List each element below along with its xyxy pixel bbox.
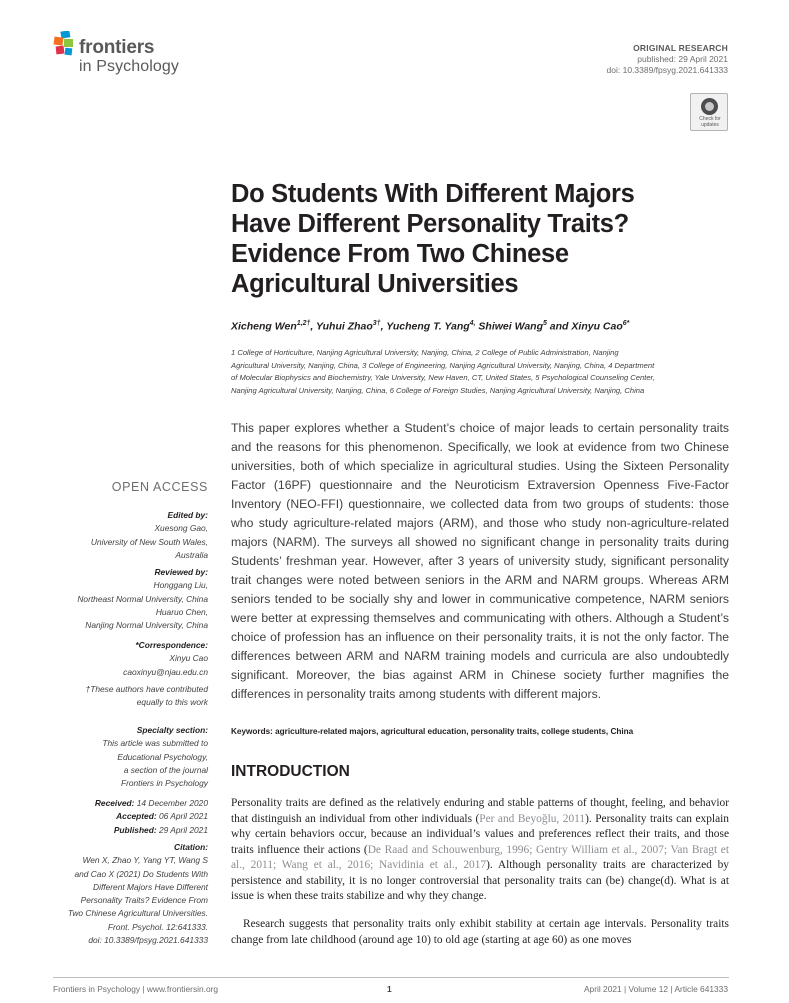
citation-line: Different Majors Have Different [93,881,208,892]
editor-affiliation: University of New South Wales, [90,536,208,547]
check-updates-icon [701,98,718,115]
affiliation-marker: 4, [469,320,476,327]
specialty-section [102,724,208,790]
citation-line: and Cao X (2021) Do Students With [74,868,208,879]
title-line: Evidence From Two Chinese [231,240,569,268]
citation-info [68,841,208,947]
citation-line: Wen X, Zhao Y, Yang YT, Wang S [82,855,208,866]
section-heading-introduction: INTRODUCTION [231,763,350,780]
journal-subname: in Psychology [79,58,180,75]
correspondence-email[interactable]: caoxinyu@njau.edu.cn [123,666,208,677]
correspondence-info [123,639,208,679]
affiliation-marker: 3† [372,320,381,327]
specialty-line: Frontiers in Psychology [120,778,208,789]
accepted-label: Accepted: [116,811,157,822]
specialty-line: This article was submitted to [102,738,208,749]
affiliation-marker: 6* [622,320,630,327]
journal-name: frontiers [79,37,155,58]
received-label: Received: [94,798,135,808]
citation-link[interactable]: Per and Beyoğlu, 2011 [479,812,586,825]
dates-info [95,797,208,837]
affiliation-marker: 5 [542,320,547,327]
text-run: ). Although personality traits are characterized by persistence and stability, it is no longer controversial that personality traits can (be) change(d). What is at issue is when these traits stabilize and why they change. [231,859,729,902]
editor-info [91,509,208,562]
affiliation-marker: 1,2† [296,320,311,327]
article-meta [607,43,728,76]
footer-divider [53,977,729,978]
text-run: Personality traits are defined as the relatively enduring and stable patterns of thought, feeling, and behavior that distinguish an individual from other individuals ( [231,797,729,825]
title-line: Agricultural Universities [231,270,519,298]
specialty-line: Educational Psychology, [117,751,208,762]
citation-line: Front. Psychol. 12:641333. [107,921,208,932]
affiliation-line: Nanjing Agricultural University, Nanjing, China, 6 College of Foreign Studies, Nanjing Agricultural University, Nanjing, China [231,386,645,396]
footer-journal-link[interactable]: Frontiers in Psychology | www.frontiersin.org [53,984,219,994]
author-list: Xicheng Wen$^{1,2\dagger}$, Yuhui Zhao$^{3\dagger}$, Yucheng T. Yang$^{4,}$ Shiwei Wang$^5$ and Xinyu Cao$^{6*}$ [231,320,630,333]
citation-line: Two Chinese Agricultural Universities. [67,908,208,919]
open-access-label: OPEN ACCESS [111,480,208,494]
check-updates-label: Check for updates [699,116,721,128]
reviewer-affiliation: Nanjing Normal University, China [85,620,208,631]
affiliation-line: 1 College of Horticulture, Nanjing Agricultural University, Nanjing, China, 2 College of Public Administration, Nanjing [231,348,619,357]
article-type: ORIGINAL RESEARCH [633,43,728,53]
editor-affiliation: Australia [175,549,208,560]
specialty-line: a section of the journal [123,764,208,775]
reviewer-name: Honggang Liu, [153,580,208,591]
note-line: equally to this work [136,697,208,708]
text-run: ). Personality traits can explain why certain behaviors occur, because an individual’s values and preferences reflect their traits, and those traits influence their actions ( [231,812,729,856]
affiliation-line: Agricultural University, Nanjing, China, 3 College of Engineering, Nanjing Agricultural University, Nanjing, China, 4 Department [231,360,655,370]
correspondence-name: Xinyu Cao [169,653,208,664]
received-date: 14 December 2020 [136,798,208,808]
article-doi[interactable]: doi: 10.3389/fpsyg.2021.641333 [606,65,728,75]
citation-doi[interactable]: doi: 10.3389/fpsyg.2021.641333 [88,935,208,946]
abstract: This paper explores whether a Student’s choice of major leads to certain personality traits and the reasons for this phenomenon. Specifically, we look at evidence from two Chinese universities, both of which specialize in agricultural studies. Using the Sixteen Personality Factor (16PF) questionnaire and the Neuroticism Extraversion Openness Five-Factor Inventory (NEO-FFI) questionnaire, we collected data from two groups of students: those who study agriculture-related majors (ARM), and those who study non-agriculture-related majors (NARM). The surveys all showed no significant change in personality traits during Students’ freshman year. However, after 3 years of university study, significant personality trait changes were noted between seniors in the ARM and NARM groups. Whereas ARM seniors tended to be socially shy and lower in communicative competence, NARM seniors were better at expressing themselves and communicating with others. Although a Student’s choice of profession has an influence on their personality traits, it is not the only factor. The differences between ARM and NARM training models and curricula are also undoubtedly significant. Moreover, the bias against ARM in Chinese society further magnifies the differences in personality traits among students with different majors. [231,421,729,701]
edited-by-label: Edited by: [167,510,208,520]
journal-logo[interactable] [53,31,203,81]
correspondence-label: *Correspondence: [135,640,208,650]
check-for-updates-button[interactable] [690,93,728,131]
published-date: published: 29 April 2021 [637,54,728,64]
page-number: 1 [387,984,392,994]
reviewer-name: Huaruo Chen, [155,606,208,617]
note-line: †These authors have contributed [85,684,208,694]
article-title [231,179,731,299]
published-date-side: 29 April 2021 [158,824,208,835]
title-line: Have Different Personality Traits? [231,210,629,238]
citation-label: Citation: [174,842,208,852]
citation-line: Personality Traits? Evidence From [80,895,208,906]
footer-volume: April 2021 | Volume 12 | Article 641333 [583,984,728,994]
reviewer-affiliation: Northeast Normal University, China [77,593,208,604]
intro-paragraph: Research suggests that personality traits only exhibit stability at certain age intervals. Personality traits change from late childhood (around age 10) to old age (starting at age 60) as one moves [231,918,729,946]
specialty-label: Specialty section: [136,725,208,735]
frontiers-logo-icon [53,31,79,59]
published-label: Published: [113,824,157,835]
editor-name: Xuesong Gao, [154,523,208,534]
keywords: Keywords: agriculture-related majors, agricultural education, personality traits, college students, China [231,727,634,736]
title-line: Do Students With Different Majors [231,180,635,208]
citation-link[interactable]: De Raad and Schouwenburg, 1996; Gentry William et al., 2007; Van Bragt et al., 2011; Wang et al., 2016; Navidinia et al., 2017 [231,843,729,871]
equal-contribution-note [86,683,208,710]
reviewer-info [77,566,208,632]
affiliations [231,347,729,398]
accepted-date: 06 April 2021 [158,811,208,822]
intro-paragraph [231,796,729,905]
reviewed-by-label: Reviewed by: [154,567,208,577]
affiliation-line: of Molecular Biophysics and Biochemistry, Yale University, New Haven, CT, United States, 5 Psychological Counseling Center, [231,373,655,383]
